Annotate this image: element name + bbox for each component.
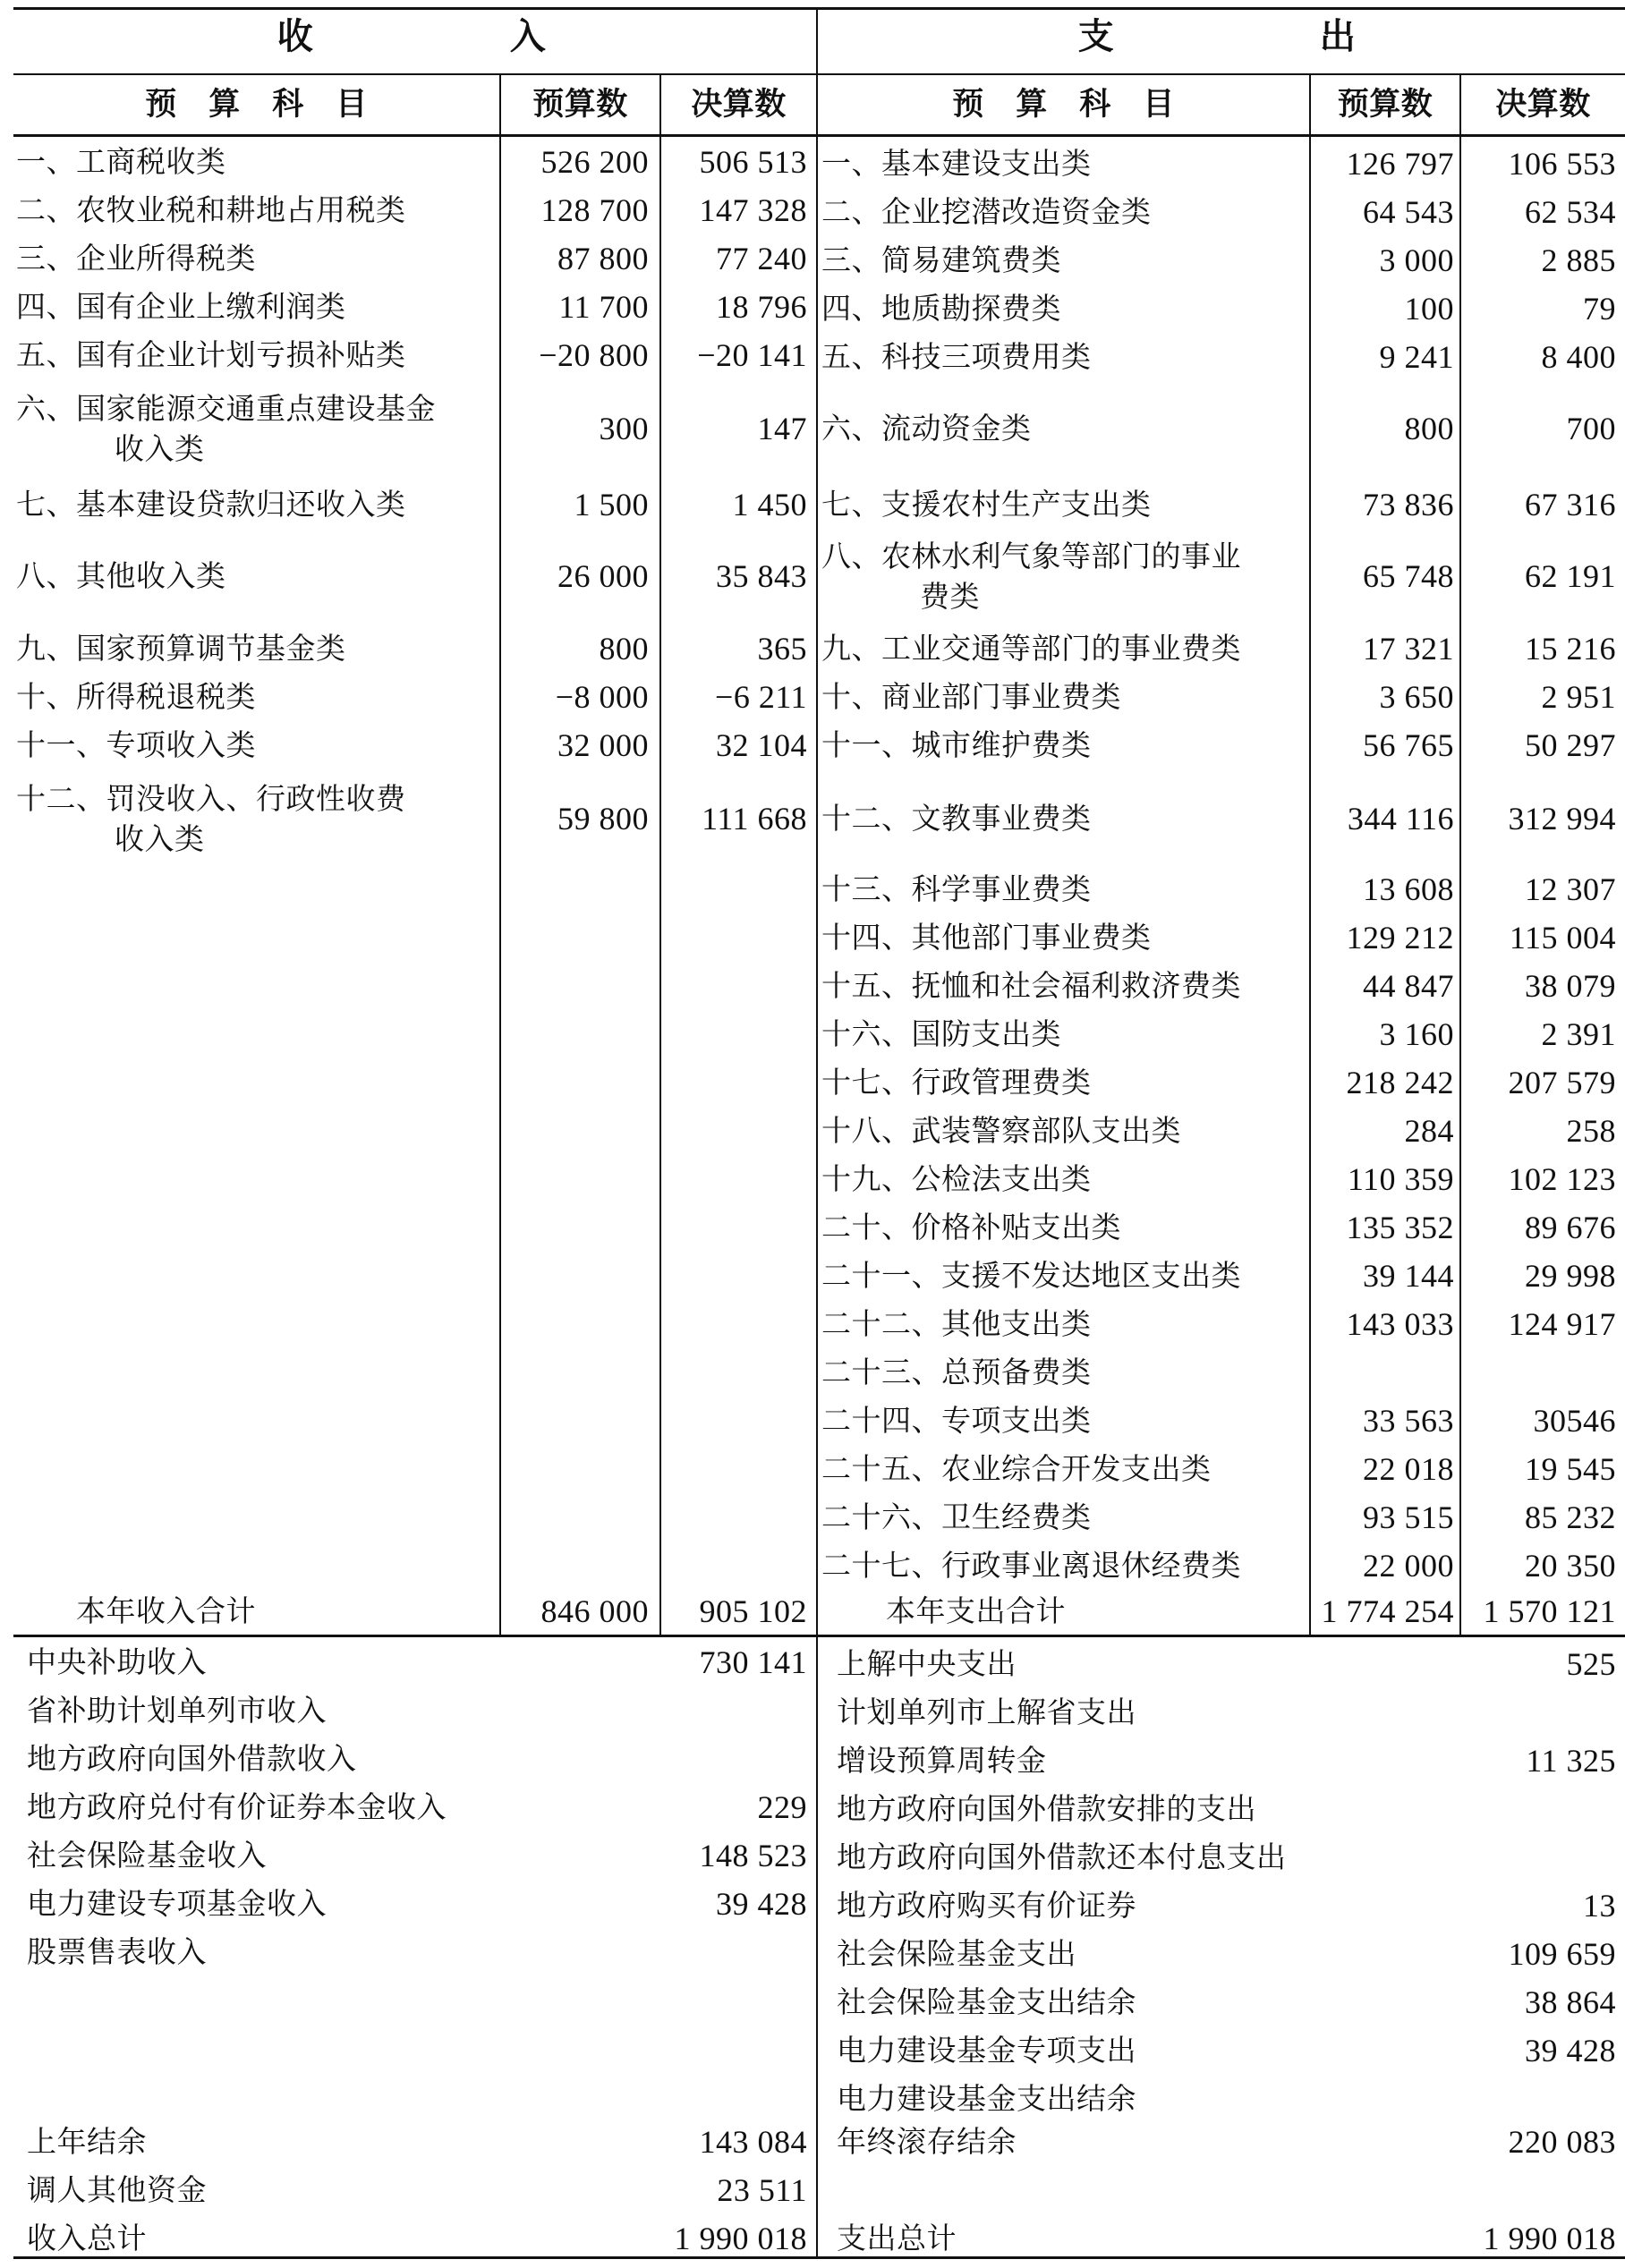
expense-final-value: 15 216 — [1525, 631, 1616, 667]
expense-extra-value: 11 325 — [1526, 1743, 1616, 1779]
income-budget-value: 32 000 — [557, 727, 649, 763]
income-item-label: 十一、专项收入类 — [16, 727, 256, 762]
expense-grand-total-value: 1 990 018 — [1483, 2221, 1616, 2256]
expense-final-value: 38 079 — [1525, 968, 1616, 1004]
expense-item-label: 四、地质勘探费类 — [821, 291, 1061, 326]
expense-extra-value: 38 864 — [1525, 1984, 1616, 2020]
expense-final-value: 89 676 — [1525, 1210, 1616, 1245]
expense-budget-value: 284 — [1404, 1113, 1454, 1149]
expense-item-label: 十六、国防支出类 — [821, 1016, 1061, 1051]
expense-year-total-final: 1 570 121 — [1483, 1593, 1616, 1629]
expense-final-value: 2 885 — [1541, 242, 1616, 278]
expense-item-label: 十四、其他部门事业费类 — [821, 920, 1152, 955]
expense-final-value: 124 917 — [1508, 1306, 1616, 1342]
header-divider — [13, 134, 1625, 137]
expense-extra-label: 社会保险基金支出 — [837, 1936, 1076, 1971]
expense-extra-label: 地方政府向国外借款还本付息支出 — [837, 1839, 1287, 1874]
expense-final-value: 700 — [1566, 411, 1616, 446]
income-budget-value: 526 200 — [540, 144, 649, 180]
expense-final-value: 2 951 — [1541, 679, 1616, 715]
expense-budget-value: 100 — [1404, 291, 1454, 327]
expense-budget-value — [1311, 1348, 1454, 1397]
income-item-label: 五、国有企业计划亏损补贴类 — [16, 337, 406, 372]
transfer-in-value: 23 511 — [717, 2172, 807, 2208]
income-budget-value: 26 000 — [557, 558, 649, 594]
expense-budget-value: 9 241 — [1379, 339, 1454, 375]
income-extra-value: 148 523 — [699, 1838, 807, 1873]
income-budget-header: 预算数 — [532, 87, 628, 123]
income-extra-value: 730 141 — [699, 1644, 807, 1680]
income-budget-value: 87 800 — [557, 241, 649, 276]
expense-extra-value — [1432, 1833, 1616, 1882]
expense-budget-value: 3 160 — [1379, 1016, 1454, 1052]
transfer-in-label: 调人其他资金 — [27, 2172, 207, 2207]
income-extra-value — [626, 1928, 807, 1976]
expense-final-value: 79 — [1583, 291, 1616, 327]
expense-extra-label: 社会保险基金支出结余 — [837, 1984, 1136, 2019]
income-item-label: 十、所得税退税类 — [16, 679, 256, 714]
expense-item-label: 二十七、行政事业离退休经费类 — [821, 1548, 1241, 1583]
income-final-value: 77 240 — [716, 241, 807, 276]
expense-extra-value — [1432, 2075, 1616, 2123]
expense-item-label: 二、企业挖潜改造资金类 — [821, 194, 1152, 229]
expense-final-value: 62 191 — [1525, 558, 1616, 594]
income-final-value: 506 513 — [699, 144, 807, 180]
top-border — [13, 7, 1625, 10]
expense-budget-value: 143 033 — [1346, 1306, 1454, 1342]
expense-final-value: 102 123 — [1508, 1161, 1616, 1197]
expense-final-value: 207 579 — [1508, 1065, 1616, 1100]
expense-budget-value: 13 608 — [1363, 871, 1454, 907]
expense-final-value — [1461, 1348, 1616, 1397]
expense-budget-value: 33 563 — [1363, 1403, 1454, 1439]
expense-budget-value: 22 018 — [1363, 1451, 1454, 1487]
expense-final-header: 决算数 — [1495, 87, 1591, 123]
expense-item-label: 七、支援农村生产支出类 — [821, 487, 1152, 522]
expense-final-value: 19 545 — [1525, 1451, 1616, 1487]
rollover-balance-value: 220 083 — [1508, 2124, 1616, 2160]
expense-year-total-label: 本年支出合计 — [886, 1593, 1066, 1628]
expense-budget-value: 44 847 — [1363, 968, 1454, 1004]
expense-budget-value: 110 359 — [1347, 1161, 1454, 1197]
expense-title-char-1: 支 — [1077, 16, 1115, 57]
expense-final-value: 62 534 — [1525, 194, 1616, 230]
expense-year-total-budget: 1 774 254 — [1321, 1593, 1454, 1629]
income-extra-label: 地方政府向国外借款收入 — [27, 1741, 357, 1776]
expense-extra-label: 上解中央支出 — [837, 1646, 1017, 1681]
expense-item-label: 五、科技三项费用类 — [821, 339, 1092, 374]
expense-grand-total-label: 支出总计 — [837, 2221, 957, 2255]
expense-extra-value: 109 659 — [1508, 1936, 1616, 1972]
rollover-balance-label: 年终滚存结余 — [837, 2124, 1017, 2159]
expense-budget-value: 22 000 — [1363, 1548, 1454, 1584]
income-budget-value: 128 700 — [540, 192, 649, 228]
expense-budget-value: 129 212 — [1346, 920, 1454, 956]
expense-item-label: 二十六、卫生经费类 — [821, 1499, 1092, 1534]
income-item-label: 二、农牧业税和耕地占用税类 — [16, 192, 406, 227]
expense-budget-value: 17 321 — [1363, 631, 1454, 667]
income-budget-value: −8 000 — [555, 679, 649, 715]
expense-final-value: 258 — [1566, 1113, 1616, 1149]
income-item-label: 十二、罚没收入、行政性收费 收入类 — [16, 781, 406, 856]
income-budget-value: 1 500 — [574, 487, 649, 522]
income-budget-value: −20 800 — [539, 337, 649, 373]
expense-item-label: 十一、城市维护费类 — [821, 727, 1092, 762]
income-year-total-label: 本年收入合计 — [76, 1593, 256, 1628]
expense-budget-value: 126 797 — [1346, 146, 1454, 182]
income-item-header: 预 算 科 目 — [145, 87, 368, 123]
expense-item-label: 一、基本建设支出类 — [821, 146, 1092, 181]
income-extra-value: 229 — [757, 1789, 807, 1825]
income-final-value: 32 104 — [716, 727, 807, 763]
income-final-value: 18 796 — [716, 289, 807, 325]
income-final-value: 365 — [757, 631, 807, 667]
income-final-value: 147 — [757, 411, 807, 446]
income-final-value: −6 211 — [715, 679, 807, 715]
income-item-label: 八、其他收入类 — [16, 558, 226, 593]
expense-item-label: 十七、行政管理费类 — [821, 1065, 1092, 1100]
center-divider — [816, 7, 818, 2259]
income-budget-value: 59 800 — [557, 801, 649, 837]
income-grand-total-value: 1 990 018 — [674, 2221, 807, 2256]
expense-extra-value: 13 — [1583, 1888, 1616, 1924]
income-final-value: 147 328 — [699, 192, 807, 228]
expense-item-label: 二十、价格补贴支出类 — [821, 1210, 1121, 1244]
income-item-label: 四、国有企业上缴利润类 — [16, 289, 346, 324]
income-title-char-2: 入 — [509, 16, 547, 57]
expense-item-label: 六、流动资金类 — [821, 411, 1032, 446]
expense-budget-value: 800 — [1404, 411, 1454, 446]
income-final-value: 1 450 — [732, 487, 807, 522]
expense-item-label: 十、商业部门事业费类 — [821, 679, 1121, 714]
income-year-total-final: 905 102 — [699, 1593, 807, 1629]
expense-item-label: 十九、公检法支出类 — [821, 1161, 1092, 1196]
income-extra-label: 地方政府兑付有价证券本金收入 — [27, 1789, 447, 1824]
expense-final-value: 312 994 — [1508, 801, 1616, 837]
expense-item-label: 二十一、支援不发达地区支出类 — [821, 1258, 1241, 1293]
expense-budget-value: 3 000 — [1379, 242, 1454, 278]
income-budget-value: 300 — [599, 411, 649, 446]
expense-item-label: 二十二、其他支出类 — [821, 1306, 1092, 1341]
income-final-value: −20 141 — [697, 337, 807, 373]
income-final-value: 111 668 — [702, 801, 807, 837]
income-extra-value — [626, 1735, 807, 1783]
expense-budget-value: 65 748 — [1363, 558, 1454, 594]
expense-item-label: 十五、抚恤和社会福利救济费类 — [821, 968, 1241, 1003]
expense-final-value: 30546 — [1533, 1403, 1616, 1439]
expense-final-value: 2 391 — [1541, 1016, 1616, 1052]
expense-item-header: 预 算 科 目 — [952, 87, 1175, 123]
expense-budget-value: 56 765 — [1363, 727, 1454, 763]
income-extra-label: 中央补助收入 — [27, 1644, 207, 1679]
expense-budget-value: 93 515 — [1363, 1499, 1454, 1535]
expense-item-label: 三、简易建筑费类 — [821, 242, 1061, 277]
expense-final-value: 29 998 — [1525, 1258, 1616, 1294]
bottom-border — [13, 2256, 1625, 2259]
expense-extra-label: 增设预算周转金 — [837, 1743, 1047, 1778]
expense-item-label: 十二、文教事业费类 — [821, 801, 1092, 836]
expense-final-value: 67 316 — [1525, 487, 1616, 522]
income-year-total-budget: 846 000 — [540, 1593, 649, 1629]
expense-extra-value — [1432, 1688, 1616, 1737]
income-grand-total-label: 收入总计 — [27, 2221, 147, 2255]
income-extra-label: 社会保险基金收入 — [27, 1838, 267, 1873]
expense-extra-label: 电力建设基金专项支出 — [837, 2033, 1136, 2068]
income-extra-label: 电力建设专项基金收入 — [27, 1886, 327, 1921]
expense-item-label: 二十四、专项支出类 — [821, 1403, 1092, 1438]
income-title-char-1: 收 — [277, 16, 314, 57]
expense-budget-header: 预算数 — [1337, 87, 1434, 123]
expense-budget-value: 3 650 — [1379, 679, 1454, 715]
expense-final-value: 20 350 — [1525, 1548, 1616, 1584]
income-item-label: 三、企业所得税类 — [16, 241, 256, 276]
income-extra-value: 39 428 — [716, 1886, 807, 1922]
income-budget-value: 11 700 — [558, 289, 649, 325]
prev-year-balance-value: 143 084 — [699, 2124, 807, 2160]
expense-budget-value: 218 242 — [1346, 1065, 1454, 1100]
expense-final-value: 50 297 — [1525, 727, 1616, 763]
income-extra-label: 股票售表收入 — [27, 1934, 207, 1969]
income-extra-value — [626, 1686, 807, 1735]
income-item-label: 六、国家能源交通重点建设基金 收入类 — [16, 391, 436, 466]
income-extra-label: 省补助计划单列市收入 — [27, 1693, 327, 1728]
income-item-label: 七、基本建设贷款归还收入类 — [16, 487, 406, 522]
expense-item-label: 九、工业交通等部门的事业费类 — [821, 631, 1241, 666]
income-item-label: 一、工商税收类 — [16, 144, 226, 179]
expense-item-label: 八、农林水利气象等部门的事业 费类 — [821, 539, 1241, 614]
expense-title-char-2: 出 — [1319, 16, 1357, 57]
expense-item-label: 十三、科学事业费类 — [821, 871, 1092, 906]
income-item-label: 九、国家预算调节基金类 — [16, 631, 346, 666]
expense-final-value: 85 232 — [1525, 1499, 1616, 1535]
expense-final-value: 12 307 — [1525, 871, 1616, 907]
expense-extra-value — [1432, 1785, 1616, 1833]
expense-item-label: 二十五、农业综合开发支出类 — [821, 1451, 1212, 1486]
expense-final-value: 106 553 — [1508, 146, 1616, 182]
expense-budget-value: 39 144 — [1363, 1258, 1454, 1294]
expense-extra-label: 地方政府购买有价证券 — [837, 1888, 1136, 1923]
income-final-value: 35 843 — [716, 558, 807, 594]
expense-item-label: 二十三、总预备费类 — [821, 1355, 1092, 1389]
income-budget-value: 800 — [599, 631, 649, 667]
expense-final-value: 115 004 — [1509, 920, 1616, 956]
title-divider — [13, 73, 1625, 75]
expense-budget-value: 344 116 — [1347, 801, 1454, 837]
expense-final-value: 8 400 — [1541, 339, 1616, 375]
expense-extra-value: 39 428 — [1525, 2033, 1616, 2068]
expense-extra-label: 计划单列市上解省支出 — [837, 1695, 1136, 1729]
income-final-header: 决算数 — [691, 87, 787, 123]
expense-extra-label: 地方政府向国外借款安排的支出 — [837, 1791, 1256, 1826]
expense-budget-value: 73 836 — [1363, 487, 1454, 522]
expense-item-label: 十八、武装警察部队支出类 — [821, 1113, 1181, 1148]
expense-extra-value: 525 — [1566, 1646, 1616, 1682]
expense-budget-value: 135 352 — [1346, 1210, 1454, 1245]
prev-year-balance-label: 上年结余 — [27, 2124, 147, 2159]
expense-budget-value: 64 543 — [1363, 194, 1454, 230]
expense-extra-label: 电力建设基金支出结余 — [837, 2081, 1136, 2116]
